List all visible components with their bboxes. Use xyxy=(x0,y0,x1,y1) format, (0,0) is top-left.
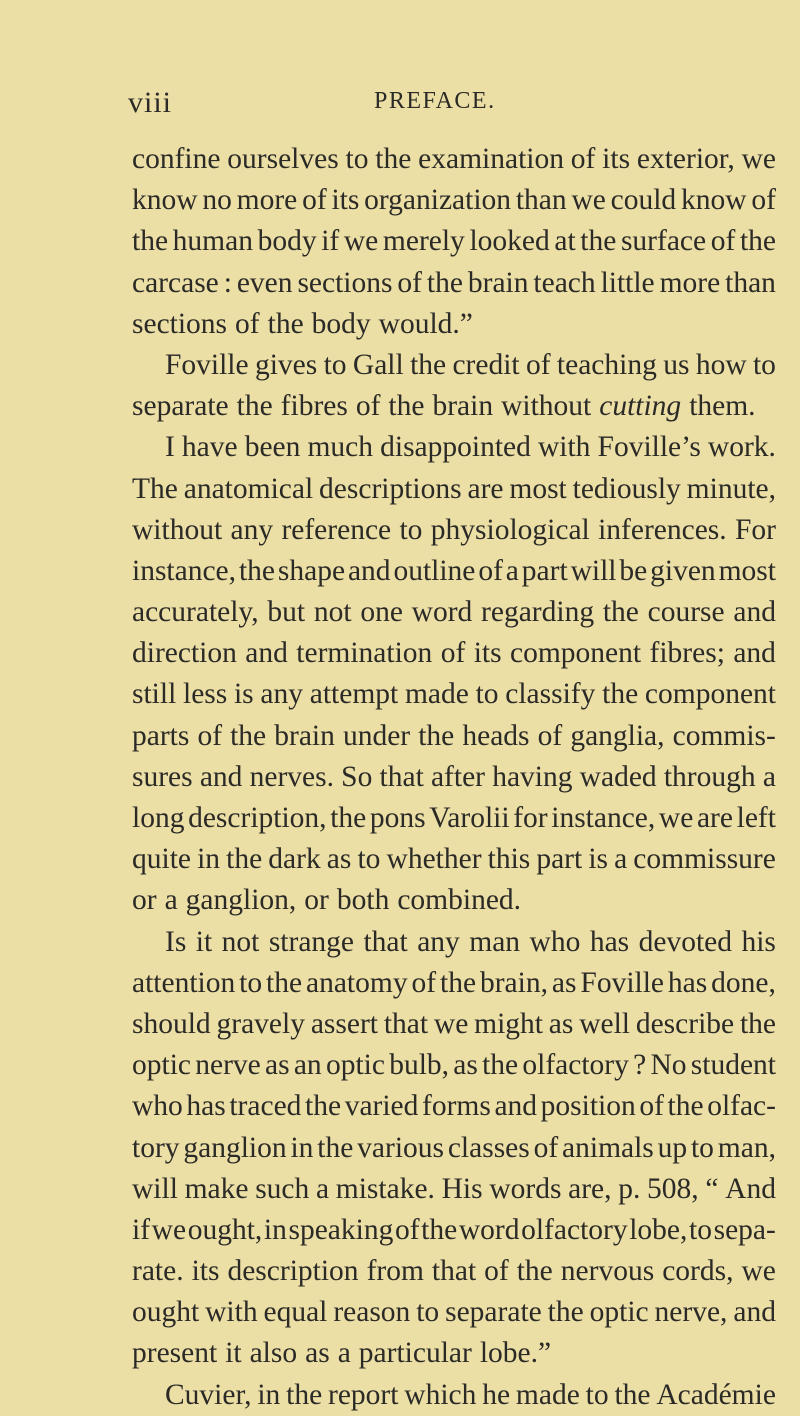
text-line: ought with equal reason to separate the optic nerve, and xyxy=(132,1296,776,1329)
text-line: Foville gives to Gall the credit of teaching us how to xyxy=(165,348,776,381)
text-line: Cuvier, in the report which he made to the Académie xyxy=(165,1378,776,1411)
text-line: optic nerve as an optic bulb, as the olfactory ? No student xyxy=(132,1049,776,1082)
text-line: attention to the anatomy of the brain, as Foville has done, xyxy=(132,966,776,999)
text-line: know no more of its organization than we could know of xyxy=(132,184,776,217)
text-line: present it also as a particular lobe.” xyxy=(132,1337,552,1370)
body-text xyxy=(132,139,776,1416)
text-line: I have been much disappointed with Foville’s work. xyxy=(165,431,776,464)
running-head-title: PREFACE. xyxy=(374,88,496,114)
text-line: confine ourselves to the examination of its exterior, we xyxy=(132,143,776,175)
text-line: should gravely assert that we might as well describe the xyxy=(132,1007,776,1040)
text-line: Is it not strange that any man who has devoted his xyxy=(165,925,776,958)
text-line: without any reference to physiological inferences. For xyxy=(132,513,776,546)
text-line: still less is any attempt made to classify the component xyxy=(132,678,776,711)
text-line: who has traced the varied forms and position of the olfac- xyxy=(132,1090,776,1123)
text-line: accurately, but not one word regarding the course and xyxy=(132,596,776,629)
text-line: or a ganglion, or both combined. xyxy=(132,884,522,917)
text-line: direction and termination of its component fibres; and xyxy=(132,637,776,670)
text-line: long description, the pons Varolii for instance, we are left xyxy=(132,802,776,834)
page-number: viii xyxy=(128,86,173,119)
text-line: instance, the shape and outline of a part will be given most xyxy=(132,554,776,587)
text-line: will make such a mistake. His words are, p. 508, “ And xyxy=(132,1172,776,1205)
text-line: tory ganglion in the various classes of animals up to man, xyxy=(132,1131,776,1164)
text-line: the human body if we merely looked at the surface of the xyxy=(132,225,776,258)
text-line: The anatomical descriptions are most tediously minute, xyxy=(132,472,776,505)
text-line: rate. its description from that of the nervous cords, we xyxy=(132,1255,776,1288)
text-line: if we ought, in speaking of the word olfactory lobe, to sepa- xyxy=(132,1213,776,1246)
text-line: parts of the brain under the heads of ganglia, commis- xyxy=(132,719,776,752)
text-line: separate the fibres of the brain without cutting them. xyxy=(132,390,756,423)
text-line: carcase : even sections of the brain teach little more than xyxy=(132,266,776,299)
text-line: sections of the body would.” xyxy=(132,307,473,340)
running-head xyxy=(128,86,776,126)
text-line: sures and nerves. So that after having waded through a xyxy=(132,760,776,793)
text-line: quite in the dark as to whether this part is a commissure xyxy=(132,843,776,876)
